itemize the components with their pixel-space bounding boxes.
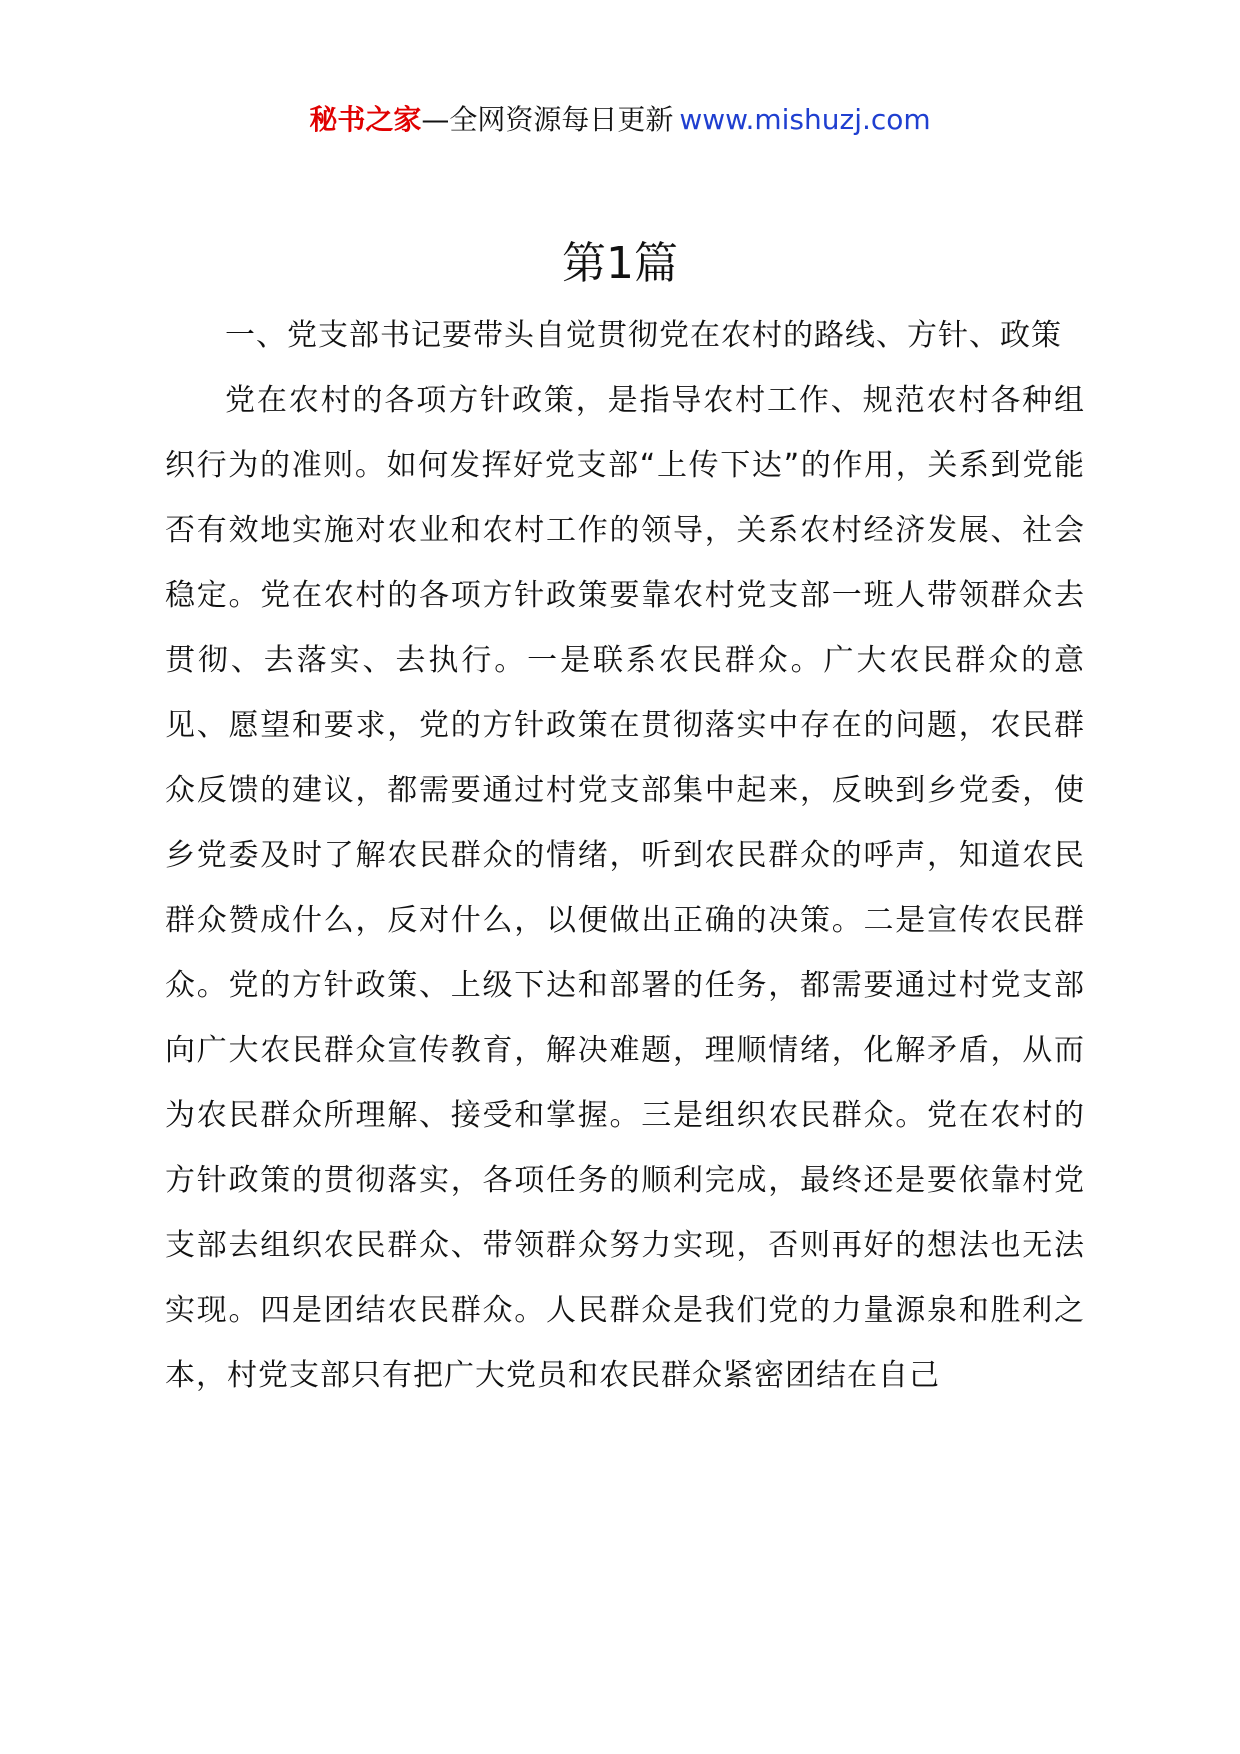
header-slogan: —全网资源每日更新 <box>421 103 674 136</box>
document-title: 第1篇 <box>562 238 678 289</box>
brand-name: 秘书之家 <box>309 103 422 136</box>
document-body <box>165 303 1085 1408</box>
section-heading: 一、党支部书记要带头自觉贯彻党在农村的路线、方针、政策 <box>225 318 1062 353</box>
site-url-link[interactable]: www.mishuzj.com <box>679 103 931 136</box>
body-paragraph: 党在农村的各项方针政策，是指导农村工作、规范农村各种组织行为的准则。如何发挥好党支部“上传下达”的作用，关系到党能否有效地实施对农业和农村工作的领导，关系农村经济发展、社会稳定。党在农村的各项方针政策要靠农村党支部一班人带领群众去贯彻、去落实、去执行。一是联系农民群众。广大农民群众的意见、愿望和要求，党的方针政策在贯彻落实中存在的问题，农民群众反馈的建议，都需要通过村党支部集中起来，反映到乡党委，使乡党委及时了解农民群众的情绪，听到农民群众的呼声，知道农民群众赞成什么，反对什么，以便做出正确的决策。二是宣传农民群众。党的方针政策、上级下达和部署的任务，都需要通过村党支部向广大农民群众宣传教育，解决难题，理顺情绪，化解矛盾，从而为农民群众所理解、接受和掌握。三是组织农民群众。党在农村的方针政策的贯彻落实，各项任务的顺利完成，最终还是要依靠村党支部去组织农民群众、带领群众努力实现，否则再好的想法也无法实现。四是团结农民群众。人民群众是我们党的力量源泉和胜利之本，村党支部只有把广大党员和农民群众紧密团结在自己 <box>165 383 1085 1393</box>
site-header-banner <box>0 100 1240 140</box>
